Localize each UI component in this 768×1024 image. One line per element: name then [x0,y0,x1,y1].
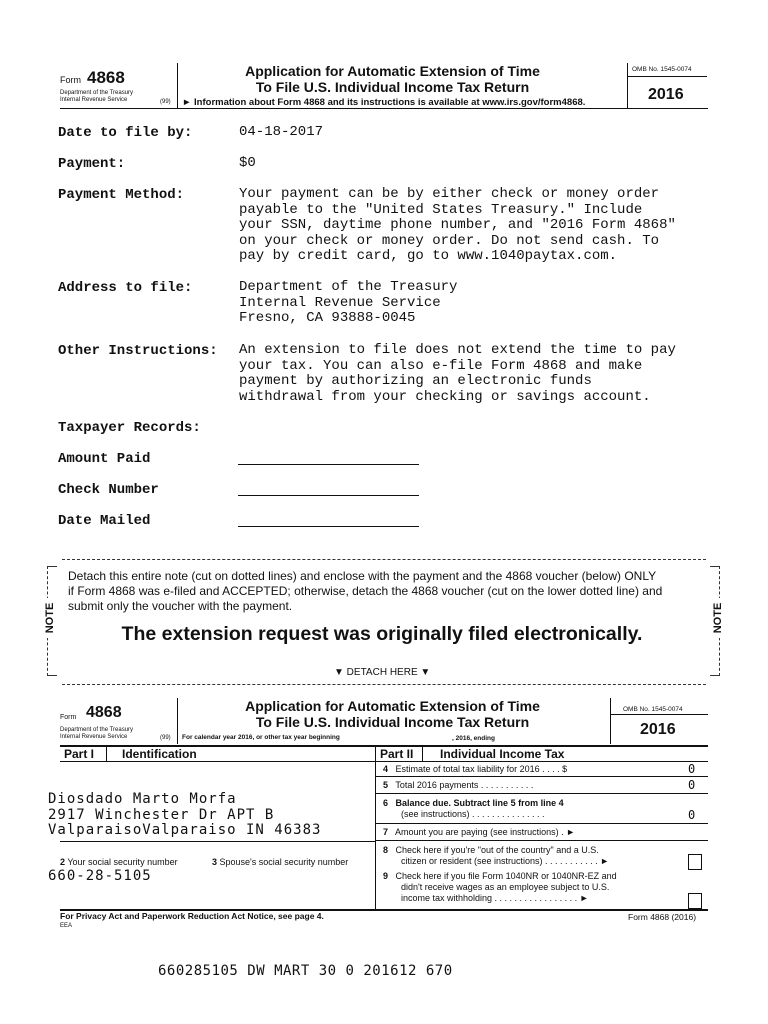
corner-bottom-right [710,675,720,676]
ssn-value: 660-28-5105 [48,868,152,884]
line-9: 9 Check here if you file Form 1040NR or 1040NR-EZ and didn't receive wages as an employee subject to U.S. income tax withholding . . . . . . . . . . . . . . . . . ► [383,871,617,903]
payment-method-label: Payment Method: [58,187,185,203]
taxpayer-records-label: Taxpayer Records: [58,420,201,436]
part2-title: Individual Income Tax [440,747,565,761]
corner-top-right [710,566,720,567]
ending-line: , 2016, ending [452,735,495,742]
spouse-ssn-label: 3 Spouse's social security number [212,857,349,867]
date-to-file-value: 04-18-2017 [239,124,324,140]
form-footer: Form 4868 (2016) [628,912,697,922]
address-value: Department of the Treasury Internal Revenue Service Fresno, CA 93888-0045 [239,279,458,326]
other-instructions-value: An extension to file does not extend the time to pay your tax. You can also e-file Form 4868 and make payment by authorizing an electronic funds withdrawal from your checking or savings account. [239,342,676,405]
cut-line-bottom [62,684,706,685]
eea-label: EEA [60,923,73,929]
form-number-header: Form 4868 [60,68,125,87]
line-7: 7 Amount you are paying (see instructions) . ► [383,827,576,837]
part1-divider [106,746,107,761]
date-mailed-label: Date Mailed [58,513,151,529]
line-5: 5 Total 2016 payments . . . . . . . . . . . [383,780,534,790]
corner-top-left [47,566,57,567]
line-6: 6 Balance due. Subtract line 5 from line 4 (see instructions) . . . . . . . . . . . . . . . [383,798,564,819]
voucher-omb-rule [610,714,708,715]
corner-bottom-left [47,675,57,676]
header-divider-left [177,63,178,108]
address-label: Address to file: [58,280,193,296]
part1-label: Part I [64,747,95,761]
voucher-title: Application for Automatic Extension of Time To File U.S. Individual Income Tax Return [245,698,540,730]
address-rule [60,841,375,842]
line-7-field[interactable] [624,826,708,841]
line-4-rule [376,776,708,777]
dept-code: (99) [160,99,171,105]
cut-line-top [62,559,706,560]
calendar-year-line: For calendar year 2016, or other tax year beginning [182,734,340,741]
voucher-omb: OMB No. 1545-0074 [623,706,683,713]
voucher-divider-left [177,698,178,744]
department-label: Department of the Treasury Internal Revenue Service [60,90,134,103]
voucher-form-number: 4868 [86,704,122,721]
line-4: 4 Estimate of total tax liability for 2016 . . . . $ [383,764,568,774]
part-header-bottom [60,761,708,762]
voucher-year: 2016 [640,721,676,738]
line-7-rule [376,840,708,841]
check-number-label: Check Number [58,482,159,498]
line-8-checkbox[interactable] [688,854,702,870]
form-title: Application for Automatic Extension of Time To File U.S. Individual Income Tax Return [245,63,540,95]
line-6-value: 0 [688,808,696,822]
line-4-value: 0 [688,762,696,776]
amount-paid-field[interactable] [238,463,419,465]
other-instructions-label: Other Instructions: [58,343,218,359]
payment-method-value: Your payment can be by either check or money order payable to the "United States Treasury." Include your SSN, daytime phone number, and "2016 Form 4868" on your check or money order. Do not send cash. To pay by credit card, go to www.1040paytax.com. [239,186,676,264]
privacy-notice: For Privacy Act and Paperwork Reduction Act Notice, see page 4. [60,911,324,921]
payment-label: Payment: [58,156,126,172]
line-9-checkbox[interactable] [688,893,702,909]
part1-title: Identification [122,747,197,761]
note-side-label-right: NOTE [712,598,724,638]
header-divider-right [627,63,628,108]
payment-value: $0 [239,155,256,171]
voucher-dept-code: (99) [160,735,171,741]
date-mailed-field[interactable] [238,525,419,527]
part2-label: Part II [380,747,414,761]
taxpayer-name-address: Diosdado Marto Morfa 2917 Winchester Dr APT B ValparaisoValparaiso IN 46383 [48,791,322,838]
voucher-form-label: Form [60,714,77,721]
detach-here-label: ▼ DETACH HERE ▼ [334,667,431,678]
check-number-field[interactable] [238,494,419,496]
ocr-scanline: 660285105 DW MART 30 0 201612 670 [158,963,453,979]
ssn-label: 2 Your social security number [60,857,178,867]
line-6-rule [376,823,708,824]
info-line: ► Information about Form 4868 and its instructions is available at www.irs.gov/form4868. [182,97,586,108]
note-side-label-left: NOTE [44,598,56,638]
voucher-department: Department of the Treasury Internal Revenue Service [60,727,134,740]
line-5-value: 0 [688,778,696,792]
part-column-divider [375,746,376,910]
efile-notice: The extension request was originally filed electronically. [121,623,643,645]
part2-divider [422,746,423,761]
line-8: 8 Check here if you're "out of the country" and a U.S. citizen or resident (see instructions) . . . . . . . . . . . ► [383,845,609,866]
header-bottom-rule [60,108,708,109]
tax-year: 2016 [648,86,684,103]
amount-paid-label: Amount Paid [58,451,151,467]
line-5-rule [376,793,708,794]
voucher-divider-right [610,698,611,744]
note-instructions: Detach this entire note (cut on dotted lines) and enclose with the payment and the 4868 voucher (below) ONLY if Form 4868 was e-filed and ACCEPTED; otherwise, detach the 4868 voucher (cut on the lower dotted line) and submit only the voucher with the payment. [68,569,663,613]
omb-number: OMB No. 1545-0074 [632,66,692,73]
date-to-file-label: Date to file by: [58,125,193,141]
omb-rule [627,76,707,77]
